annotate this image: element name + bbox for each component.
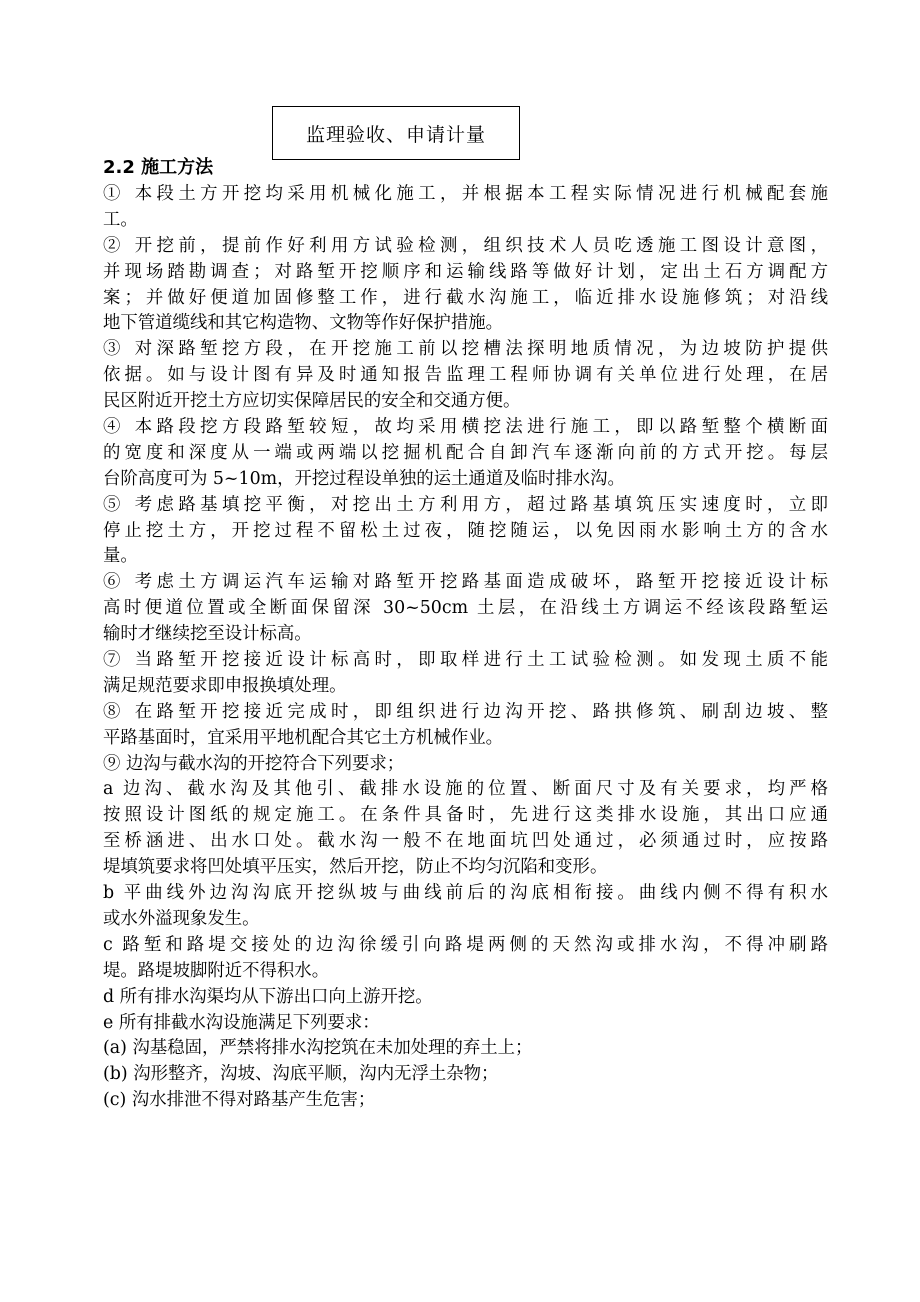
paragraph: [103, 415, 828, 493]
paragraph: [103, 234, 828, 338]
paragraph-line: 量。: [103, 546, 138, 567]
paragraph: [103, 777, 828, 881]
document-body: [103, 154, 828, 1114]
paragraph: [103, 337, 828, 415]
paragraph: [103, 752, 828, 778]
paragraph-line: 堤。路堤坡脚附近不得积水。: [103, 960, 330, 981]
paragraph-line: 堤填筑要求将凹处填平压实，然后开挖，防止不均匀沉陷和变形。: [103, 857, 608, 878]
paragraph: [103, 933, 828, 985]
paragraph: [103, 182, 828, 234]
paragraph: [103, 493, 828, 571]
paragraph-line: 并现场踏勘调查；对路堑开挖顺序和运输线路等做好计划，定出土石方调配方: [103, 261, 828, 282]
paragraph-list: [103, 182, 828, 1036]
flowchart-step-box: [272, 106, 520, 160]
paragraph-line: ⑧ 在路堑开挖接近完成时，即组织进行边沟开挖、路拱修筑、刷刮边坡、整: [103, 701, 828, 722]
flowchart-step-text: 监理验收、申请计量: [305, 123, 486, 146]
paragraph-line: ④ 本路段挖方段路堑较短，故均采用横挖法进行施工，即以路堑整个横断面: [103, 417, 828, 438]
paragraph-line: 或水外溢现象发生。: [103, 908, 260, 929]
paragraph-line: ⑥ 考虑土方调运汽车运输对路堑开挖路基面造成破坏，路堑开挖接近设计标: [103, 572, 828, 593]
paragraph-line: 高时便道位置或全断面保留深 30~50cm 土层，在沿线土方调运不经该段路堑运: [103, 598, 828, 619]
paragraph-line: d 所有排水沟渠均从下游出口向上游开挖。: [103, 986, 433, 1007]
paragraph-line: 地下管道缆线和其它构造物、文物等作好保护措施。: [103, 313, 503, 334]
paragraph-line: 案；并做好便道加固修整工作，进行截水沟施工，临近排水设施修筑；对沿线: [103, 287, 828, 308]
paragraph: [103, 570, 828, 648]
paragraph: [103, 881, 828, 933]
paragraph-line: 满足规范要求即申报换填处理。: [103, 675, 347, 696]
paragraph-line: 停止挖土方，开挖过程不留松土过夜，随挖随运，以免因雨水影响土方的含水: [103, 520, 828, 541]
paragraph-line: ① 本段土方开挖均采用机械化施工，并根据本工程实际情况进行机械配套施: [103, 184, 828, 204]
paragraph: [103, 700, 828, 752]
sub-item: (a) 沟基稳固，严禁将排水沟挖筑在未加处理的弃土上；: [103, 1038, 533, 1059]
paragraph-line: 民区附近开挖土方应切实保障居民的安全和交通方便。: [103, 391, 521, 412]
paragraph-line: b 平曲线外边沟沟底开挖纵坡与曲线前后的沟底相衔接。曲线内侧不得有积水: [103, 883, 828, 904]
paragraph-line: c 路堑和路堤交接处的边沟徐缓引向路堤两侧的天然沟或排水沟，不得冲刷路: [103, 934, 828, 955]
section-heading: 2.2 施工方法: [103, 157, 214, 178]
paragraph-line: ⑦ 当路堑开挖接近设计标高时，即取样进行土工试验检测。如发现土质不能: [103, 650, 828, 671]
paragraph-line: ⑨ 边沟与截水沟的开挖符合下列要求；: [103, 753, 405, 774]
paragraph: [103, 1011, 828, 1037]
sub-item: (c) 沟水排泄不得对路基产生危害；: [103, 1090, 376, 1111]
paragraph-line: ③ 对深路堑挖方段，在开挖施工前以挖槽法探明地质情况，为边坡防护提供: [103, 339, 828, 360]
paragraph-line: ② 开挖前，提前作好利用方试验检测，组织技术人员吃透施工图设计意图，: [103, 235, 828, 256]
paragraph-line: 依据。如与设计图有异及时通知报告监理工程师协调有关单位进行处理，在居: [103, 365, 828, 386]
sub-item: (b) 沟形整齐，沟坡、沟底平顺，沟内无浮土杂物；: [103, 1064, 499, 1085]
paragraph-line: 的宽度和深度从一端或两端以挖掘机配合自卸汽车逐渐向前的方式开挖。每层: [103, 442, 828, 463]
paragraph-line: e 所有排截水沟设施满足下列要求：: [103, 1012, 380, 1033]
paragraph-line: 平路基面时，宜采用平地机配合其它土方机械作业。: [103, 727, 503, 748]
paragraph-line: a 边沟、截水沟及其他引、截排水设施的位置、断面尺寸及有关要求，均严格: [103, 779, 828, 800]
paragraph-line: 至桥涵进、出水口处。截水沟一般不在地面坑凹处通过，必须通过时，应按路: [103, 831, 828, 852]
paragraph-line: 按照设计图纸的规定施工。在条件具备时，先进行这类排水设施，其出口应通: [103, 805, 828, 826]
paragraph-line: 工。: [103, 209, 138, 230]
sub-item-list: [103, 1036, 828, 1114]
paragraph-line: ⑤ 考虑路基填挖平衡，对挖出土方利用方，超过路基填筑压实速度时，立即: [103, 494, 828, 515]
paragraph: [103, 648, 828, 700]
paragraph: [103, 985, 828, 1011]
paragraph-line: 台阶高度可为 5~10m，开挖过程设单独的运土通道及临时排水沟。: [103, 468, 625, 489]
paragraph-line: 输时才继续挖至设计标高。: [103, 624, 312, 645]
